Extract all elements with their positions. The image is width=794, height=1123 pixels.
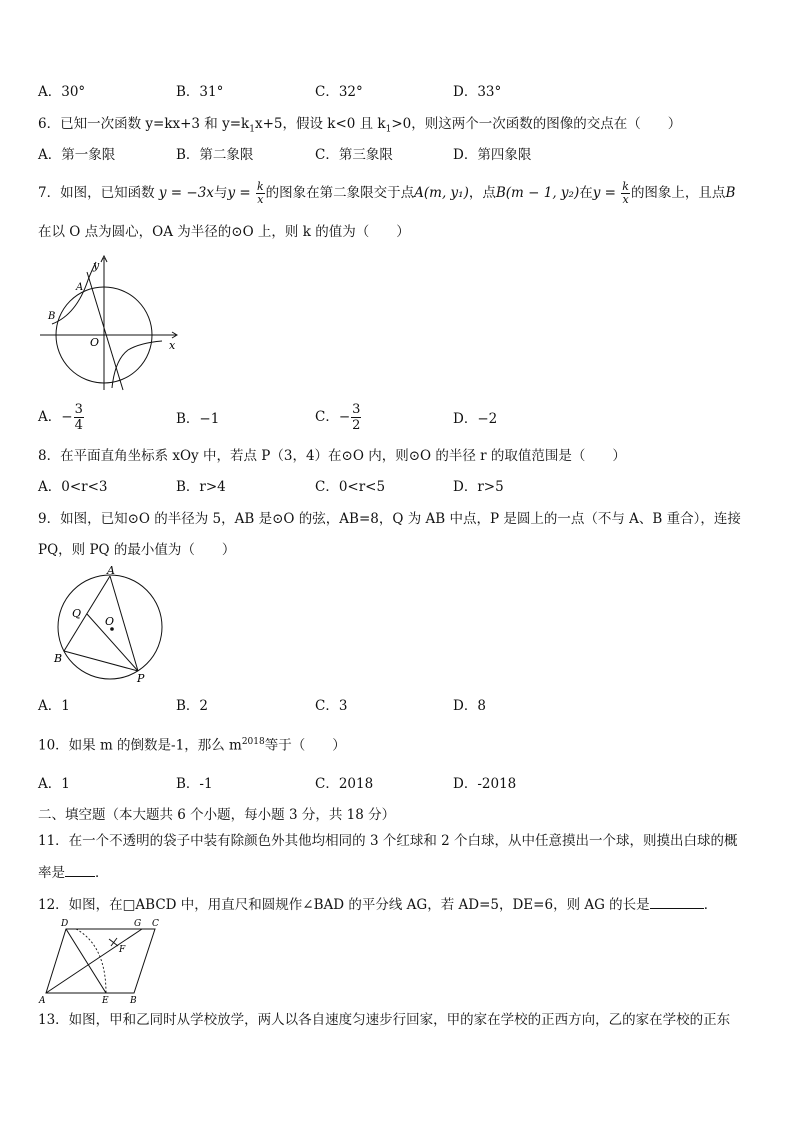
section-2-title: 二、填空题（本大题共 6 个小题，每小题 3 分，共 18 分） (38, 807, 396, 823)
q10-option-b: B．-1 (176, 776, 213, 792)
label-x: x (169, 339, 176, 352)
question-6-text: 6．已知一次函数 y=kx+3 和 $y=k_1x+5$，假设 k<0 且 $k_1>0$，则这两个一次函数的图像的交点在（ ） (38, 116, 682, 135)
label-b: B (48, 311, 56, 322)
q7-option-c: C．− $\frac{3}{2}$ (315, 402, 361, 433)
fraction-3-4: $\frac{3}{4}$ (74, 402, 83, 433)
label-e: E (102, 996, 109, 1006)
q9-option-d: D．8 (453, 698, 486, 714)
label-y: y (93, 259, 100, 272)
label-d: D (61, 919, 69, 929)
label-o: O (90, 336, 100, 349)
q9-option-c: C．3 (315, 698, 348, 714)
q6-option-d: D．第四象限 (453, 147, 532, 163)
label-a: A (107, 564, 115, 577)
q7-option-b: B．−1 (176, 411, 220, 427)
hyperbola-branch-upper (52, 262, 96, 324)
q8-option-d: D．r>5 (453, 479, 504, 495)
q12-figure (36, 917, 166, 1005)
label-o: O (105, 615, 115, 628)
bisector-ag (46, 929, 142, 993)
fraction-k-over-x-2: $\frac{k}{x}$ (622, 180, 629, 206)
question-9-line1: 9．如图，已知⊙O 的半径为 5，AB 是⊙O 的弦，AB=8，Q 为 AB 中点，P 是圆上的一点（不与 A、B 重合），连接 (38, 511, 741, 527)
question-7-line1: 7．如图，已知函数 y = −3x与y = $\frac{k}{x}$ 的图象在第二象限交于点A(m, y₁)，点B(m − 1, y₂)在y = $\frac{k}{x}$ 的图象上，且点B (38, 180, 736, 206)
label-g: G (134, 919, 142, 929)
q10-option-a: A．1 (38, 776, 70, 792)
label-c: C (152, 919, 159, 929)
option-c: C．32° (315, 84, 363, 100)
q8-option-b: B．r>4 (176, 479, 226, 495)
label-a: A (39, 996, 46, 1006)
option-d: D．33° (453, 84, 502, 100)
question-11-line2: 率是 ． (38, 865, 109, 881)
arc (76, 929, 106, 993)
question-9-line2: PQ，则 PQ 的最小值为（ ） (38, 542, 236, 558)
label-q: Q (72, 607, 82, 620)
answer-blank (65, 863, 95, 877)
label-p: P (137, 672, 145, 685)
q8-option-a: A．0<r<3 (38, 479, 108, 495)
question-8-text: 8．在平面直角坐标系 xOy 中，若点 P（3，4）在⊙O 内，则⊙O 的半径 r 的取值范围是（ ） (38, 448, 626, 464)
question-7-line2: 在以 O 点为圆心，OA 为半径的⊙O 上，则 k 的值为（ ） (38, 224, 410, 240)
answer-blank (650, 895, 704, 909)
segment-de (66, 929, 106, 993)
q9-option-a: A．1 (38, 698, 70, 714)
question-10-text: 10．如果 m 的倒数是-1，那么 $m^{2018}$等于（ ） (38, 737, 346, 754)
q7-figure (38, 252, 188, 392)
chord-ab (64, 576, 110, 651)
fraction-3-2: $\frac{3}{2}$ (352, 402, 361, 433)
q10-option-c: C．2018 (315, 776, 374, 792)
option-b: B．31° (176, 84, 224, 100)
q7-option-a: A．− $\frac{3}{4}$ (38, 402, 83, 433)
segment-bp (64, 651, 138, 671)
fraction-k-over-x: $\frac{k}{x}$ (256, 180, 264, 206)
label-a: A (76, 282, 84, 293)
q9-figure (52, 565, 167, 685)
q9-option-b: B．2 (176, 698, 209, 714)
q6-option-b: B．第二象限 (176, 147, 254, 163)
q10-option-d: D．-2018 (453, 776, 517, 792)
q7-option-d: D．−2 (453, 411, 498, 427)
label-b: B (130, 996, 137, 1006)
line-y-minus-3x (87, 272, 123, 390)
q6-option-c: C．第三象限 (315, 147, 393, 163)
option-a: A．30° (38, 84, 86, 100)
label-b: B (54, 652, 63, 665)
q6-option-a: A．第一象限 (38, 147, 116, 163)
question-13-text: 13．如图，甲和乙同时从学校放学，两人以各自速度匀速步行回家，甲的家在学校的正西方向，乙的家在学校的正东 (38, 1012, 731, 1028)
segment-ap (110, 576, 138, 671)
label-f: F (119, 945, 126, 955)
question-12-text: 12．如图，在□ABCD 中，用直尺和圆规作∠BAD 的平分线 AG，若 AD=5，DE=6，则 AG 的长是 ． (38, 897, 718, 913)
q8-option-c: C．0<r<5 (315, 479, 386, 495)
question-11-line1: 11．在一个不透明的袋子中装有除颜色外其他均相同的 3 个红球和 2 个白球，从中任意摸出一个球，则摸出白球的概 (38, 833, 738, 849)
